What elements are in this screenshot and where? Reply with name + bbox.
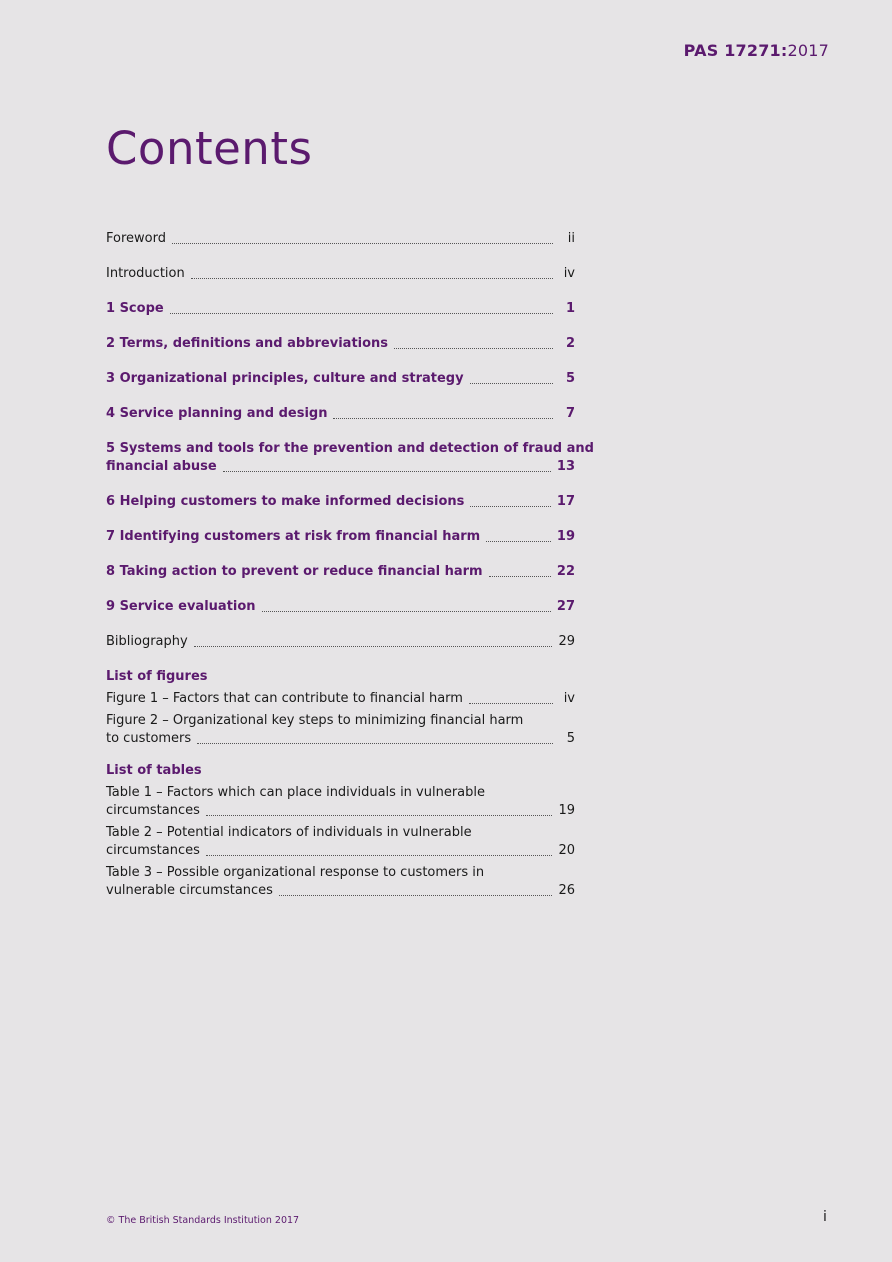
toc-entry-organizational-principles[interactable]: 3 Organizational principles, culture and strategy 5	[106, 371, 575, 386]
dot-leader	[486, 540, 551, 542]
document-code-number: PAS 17271:	[683, 41, 788, 60]
toc-entry-taking-action[interactable]: 8 Taking action to prevent or reduce financial harm 22	[106, 564, 575, 579]
dot-leader	[469, 702, 553, 704]
toc-entry-foreword[interactable]: Foreword ii	[106, 231, 575, 246]
dot-leader	[279, 894, 553, 896]
table-entry-3[interactable]: Table 3 – Possible organizational response to customers in vulnerable circumstances 26	[106, 865, 575, 898]
dot-leader	[170, 312, 553, 314]
dot-leader	[194, 645, 553, 647]
document-code	[684, 41, 829, 60]
dot-leader	[197, 742, 553, 744]
document-code-year: 2017	[787, 41, 829, 60]
toc-entry-service-planning[interactable]: 4 Service planning and design 7	[106, 406, 575, 421]
page-number: i	[823, 1209, 827, 1225]
dot-leader	[470, 505, 551, 507]
table-of-contents	[106, 230, 594, 904]
toc-entry-informed-decisions[interactable]: 6 Helping customers to make informed decisions 17	[106, 494, 575, 509]
toc-entry-systems-and-tools[interactable]: 5 Systems and tools for the prevention and detection of fraud and financial abuse 13	[106, 441, 594, 474]
figure-entry-1[interactable]: Figure 1 – Factors that can contribute to financial harm iv	[106, 691, 575, 706]
dot-leader	[262, 610, 551, 612]
dot-leader	[206, 854, 553, 856]
dot-leader	[172, 242, 553, 244]
figure-entry-2[interactable]: Figure 2 – Organizational key steps to minimizing financial harm to customers 5	[106, 713, 575, 746]
dot-leader	[333, 417, 553, 419]
list-of-tables-heading: List of tables	[106, 763, 202, 778]
table-entry-1[interactable]: Table 1 – Factors which can place individuals in vulnerable circumstances 19	[106, 785, 575, 818]
toc-entry-bibliography[interactable]: Bibliography 29	[106, 634, 575, 649]
page-title: Contents	[106, 122, 313, 175]
table-entry-2[interactable]: Table 2 – Potential indicators of individuals in vulnerable circumstances 20	[106, 825, 575, 858]
dot-leader	[223, 470, 551, 472]
dot-leader	[191, 277, 553, 279]
toc-entry-terms[interactable]: 2 Terms, definitions and abbreviations 2	[106, 336, 575, 351]
copyright-notice: © The British Standards Institution 2017	[106, 1215, 300, 1226]
toc-entry-service-evaluation[interactable]: 9 Service evaluation 27	[106, 599, 575, 614]
dot-leader	[394, 347, 553, 349]
dot-leader	[470, 382, 553, 384]
toc-entry-scope[interactable]: 1 Scope 1	[106, 301, 575, 316]
dot-leader	[206, 814, 553, 816]
list-of-figures-heading: List of figures	[106, 669, 208, 684]
toc-entry-introduction[interactable]: Introduction iv	[106, 266, 575, 281]
toc-entry-identifying-customers[interactable]: 7 Identifying customers at risk from financial harm 19	[106, 529, 575, 544]
dot-leader	[489, 575, 551, 577]
